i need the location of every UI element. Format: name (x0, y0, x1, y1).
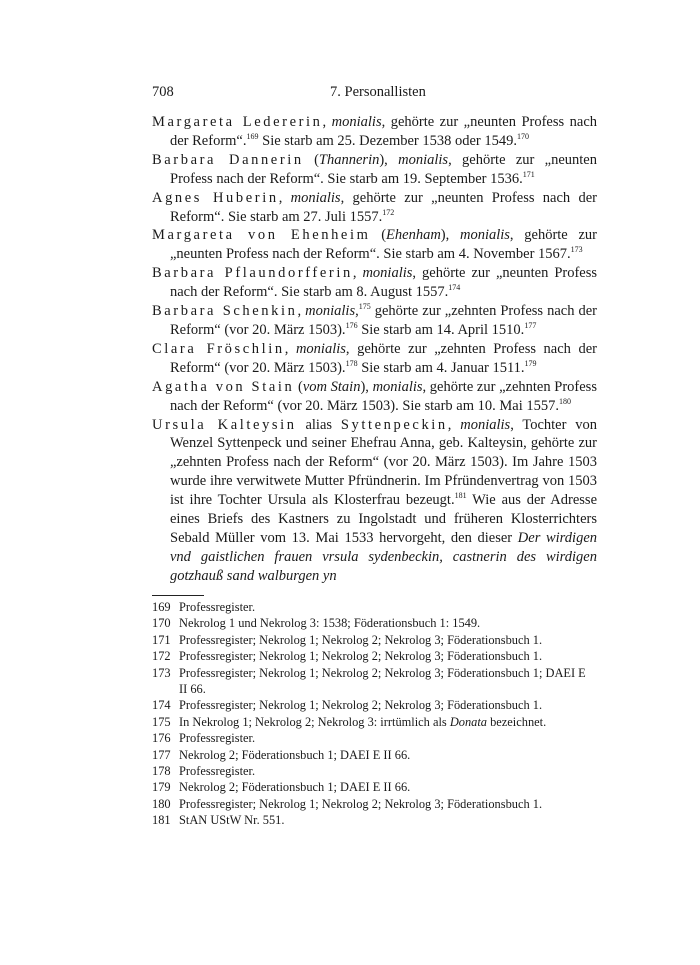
entry-name: Margareta Ledererin (152, 114, 323, 130)
entry-name: Ursula Kalteysin (152, 416, 297, 433)
footnote: 173 Professregister; Nekrolog 1; Nekrolog 2; Nekrolog 3; Föderationsbuch 1; DAEI E II 66. (152, 665, 586, 697)
footnote: 178 Professregister. (152, 764, 256, 779)
footnotes-list (152, 599, 597, 829)
footnote-ref: 173 (570, 245, 583, 255)
entry-name-alias: Syttenpeckin (340, 416, 448, 433)
page-number: 708 (152, 84, 174, 100)
footnote-ref: 176 (345, 321, 358, 331)
footnote-ref: 174 (448, 283, 461, 293)
footnote-ref: 179 (524, 358, 537, 368)
footnote-number: 172 (152, 649, 171, 664)
entry: Barbara Schenkin, monialis,$^{175}$ gehörte zur „zehnten Profess nach der Reform“ (vor 20. März 1503).$^{176}$ Sie starb am 14. April 1510.$^{177}$ (152, 302, 597, 338)
entry: Ursula Kalteysin alias Syttenpeckin, monialis, Tochter von Wenzel Syttenpeck und seiner Ehefrau Anna, geb. Kalteysin, gehörte zur „zehnten Profess nach der Reform“ (vor 20. März 1503). Im Jahre 1503 wurde ihre verwitwete Mutter Pfründnerin. Im Pfründenvertrag von 1503 ist ihre Tochter Ursula als Klosterfrau bezeugt.$^{181}$ Wie aus der Adresse eines Briefs des Kastners zu Ingolstadt und früheren Klosterrichters Sebald Müller vom 13. Mai 1533 hervorgeht, den dieser Der wirdigen vnd gaistlichen frauen vrsula sydenbeckin, castnerin des wirdigen gotzhauß sand walburgen yn (152, 416, 598, 584)
entry-name: Barbara Pflaundorfferin (152, 265, 353, 282)
entry: Margareta Ledererin, monialis, gehörte zur „neunten Profess nach der Reform“.$^{169}$ Sie starb am 25. Dezember 1538 oder 1549.$^{170}$ (152, 114, 598, 149)
entry-name: Clara Fröschlin (152, 340, 285, 357)
footnote: 175 In Nekrolog 1; Nekrolog 2; Nekrolog 3: irrtümlich als Donata bezeichnet. (152, 714, 547, 729)
footnote-number: 180 (152, 796, 171, 811)
footnote: 176 Professregister. (152, 731, 256, 746)
entry: Barbara Dannerin (Thannerin), monialis, gehörte zur „neunten Profess nach der Reform“. Sie starb am 19. September 1536.$^{171}$ (152, 151, 597, 187)
footnote-divider (152, 595, 204, 596)
footnote-number: 174 (152, 698, 171, 713)
footnote: 181 StAN UStW Nr. 551. (152, 813, 285, 828)
footnote-ref: 178 (345, 358, 358, 368)
footnote-ref: 177 (524, 321, 537, 331)
footnote: 172 Professregister; Nekrolog 1; Nekrolog 2; Nekrolog 3; Föderationsbuch 1. (152, 649, 543, 664)
footnote: 171 Professregister; Nekrolog 1; Nekrolog 2; Nekrolog 3; Föderationsbuch 1. (152, 632, 543, 647)
footnote-ref: 180 (558, 396, 571, 406)
footnote-ref: 172 (382, 207, 395, 217)
entry-name: Barbara Schenkin (152, 303, 298, 320)
entry-name: Agnes Huberin (152, 189, 279, 206)
footnote-number: 176 (152, 731, 171, 746)
footnote-ref: 170 (517, 132, 530, 142)
entry-name: Margareta von Ehenheim (152, 227, 371, 244)
footnote-number: 181 (152, 813, 171, 828)
entry-name: Barbara Dannerin (152, 151, 304, 168)
footnote-number: 171 (152, 632, 171, 647)
footnote: 177 Nekrolog 2; Föderationsbuch 1; DAEI E II 66. (152, 747, 411, 762)
footnote: 180 Professregister; Nekrolog 1; Nekrolog 2; Nekrolog 3; Föderationsbuch 1. (152, 796, 543, 811)
entry-name: Agatha von Stain (152, 378, 295, 395)
footnote-number: 170 (152, 616, 171, 631)
footnote-number: 169 (152, 600, 171, 614)
footnote-ref: 175 (358, 302, 371, 312)
footnote-number: 175 (152, 714, 171, 729)
entries-list (152, 113, 597, 586)
footnote-number: 173 (152, 665, 171, 680)
entry: Agatha von Stain (vom Stain), monialis, gehörte zur „zehnten Profess nach der Reform“ (vor 20. März 1503). Sie starb am 10. Mai 1557.$^{180}$ (152, 378, 597, 414)
entry: Clara Fröschlin, monialis, gehörte zur „zehnten Profess nach der Reform“ (vor 20. März 1503).$^{178}$ Sie starb am 4. Januar 1511.$^{179}$ (152, 340, 598, 376)
footnote-ref: 169 (246, 132, 259, 142)
footnote-ref: 181 (454, 491, 467, 501)
quotation: Der wirdigen vnd gaistlichen frauen vrsula sydenbeckin, castnerin des wirdigen gotzhauß sand walburgen yn (170, 529, 598, 584)
footnote-ref: 171 (522, 169, 535, 179)
footnote-number: 177 (152, 747, 171, 762)
footnote: 179 Nekrolog 2; Föderationsbuch 1; DAEI E II 66. (152, 780, 411, 795)
footnote: 174 Professregister; Nekrolog 1; Nekrolog 2; Nekrolog 3; Föderationsbuch 1. (152, 698, 543, 713)
entry: Barbara Pflaundorfferin, monialis, gehörte zur „neunten Profess nach der Reform“. Sie starb am 8. August 1557.$^{174}$ (152, 265, 598, 301)
footnote-number: 179 (152, 780, 171, 795)
footnote: 169 Professregister. (152, 600, 256, 614)
footnote-number: 178 (152, 764, 171, 779)
entry: Agnes Huberin, monialis, gehörte zur „neunten Profess nach der Reform“. Sie starb am 27. Juli 1557.$^{172}$ (152, 189, 597, 225)
running-head: 7. Personallisten (330, 84, 426, 100)
entry: Margareta von Ehenheim (Ehenham), monialis, gehörte zur „neunten Profess nach der Reform“. Sie starb am 4. November 1567.$^{173}$ (152, 227, 597, 263)
footnote: 170 Nekrolog 1 und Nekrolog 3: 1538; Föderationsbuch 1: 1549. (152, 616, 481, 631)
